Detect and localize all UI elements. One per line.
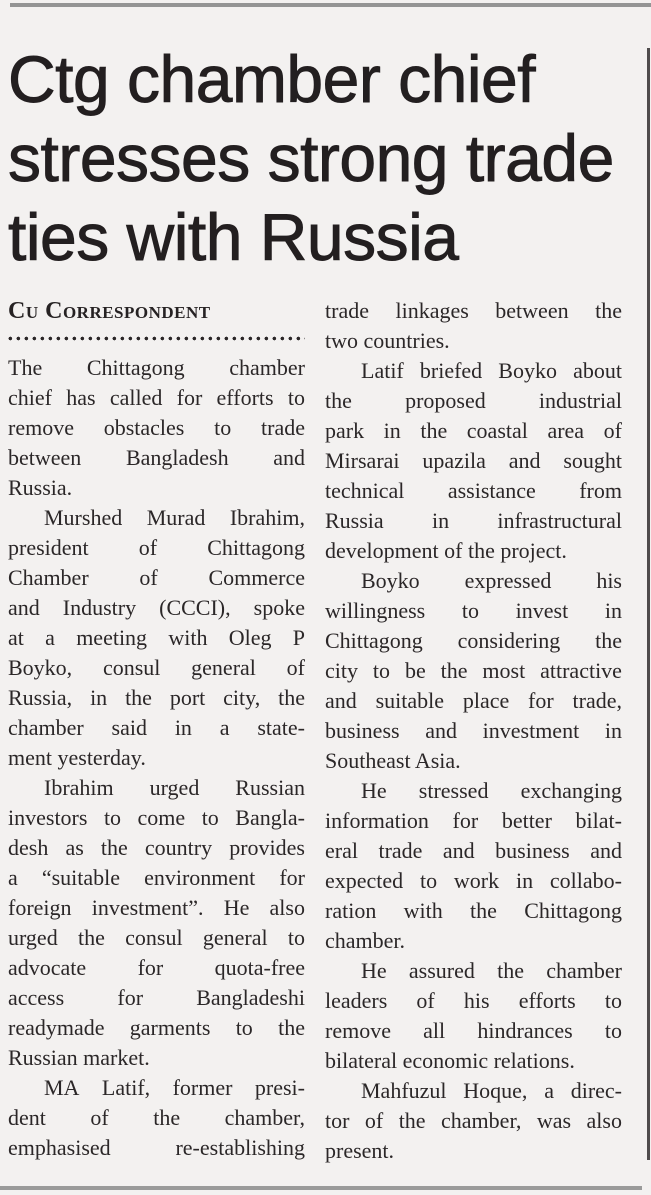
word: about bbox=[573, 358, 622, 383]
word: emphasised bbox=[8, 1135, 111, 1160]
word: desh bbox=[8, 835, 49, 860]
article-line bbox=[8, 593, 305, 623]
word: He bbox=[223, 895, 250, 920]
word: in bbox=[90, 685, 108, 710]
word: for bbox=[176, 385, 203, 410]
word: of bbox=[139, 565, 158, 590]
word: be bbox=[404, 658, 426, 683]
word: chief bbox=[8, 385, 52, 410]
article-line bbox=[325, 986, 622, 1016]
article-line bbox=[325, 566, 622, 596]
word: to bbox=[235, 1015, 253, 1040]
word: from bbox=[579, 478, 622, 503]
article-line bbox=[8, 893, 305, 923]
article-line: Southeast Asia. bbox=[325, 748, 461, 773]
article-line bbox=[325, 386, 622, 416]
article-line bbox=[8, 623, 305, 653]
word: the bbox=[470, 898, 497, 923]
article-line bbox=[325, 446, 622, 476]
word: Oleg bbox=[228, 625, 272, 650]
word: in bbox=[431, 508, 450, 533]
word: as bbox=[65, 835, 84, 860]
word: Chittagong bbox=[207, 535, 305, 560]
article-line: chamber. bbox=[325, 928, 406, 953]
word: Murad bbox=[146, 505, 206, 530]
word: president bbox=[8, 535, 89, 560]
article-line: Russian market. bbox=[8, 1045, 150, 1070]
word: presi- bbox=[254, 1075, 305, 1100]
word: the bbox=[100, 835, 128, 860]
word: with bbox=[403, 898, 443, 923]
word: also bbox=[586, 1108, 622, 1133]
word: urged bbox=[8, 925, 58, 950]
word: readymade bbox=[8, 1015, 105, 1040]
word: technical bbox=[325, 478, 405, 503]
article-line bbox=[325, 1016, 622, 1046]
article-line bbox=[325, 1076, 622, 1106]
word: to bbox=[201, 805, 219, 830]
word: Ibrahim bbox=[44, 775, 114, 800]
word: Commerce bbox=[208, 565, 305, 590]
word: considering bbox=[457, 628, 561, 653]
word: the bbox=[398, 1108, 426, 1133]
article-line bbox=[8, 503, 305, 533]
word: of bbox=[286, 655, 305, 680]
word: his bbox=[463, 988, 490, 1013]
word: and bbox=[425, 718, 457, 743]
word: dent bbox=[8, 1105, 46, 1130]
article-line bbox=[8, 1103, 305, 1133]
word: business bbox=[325, 718, 400, 743]
article-line bbox=[325, 776, 622, 806]
word: “suitable bbox=[41, 865, 121, 890]
word: garments bbox=[129, 1015, 211, 1040]
word: Latif bbox=[361, 358, 404, 383]
word: to bbox=[103, 805, 122, 830]
word: foreign bbox=[8, 895, 72, 920]
word: Chittagong bbox=[524, 898, 622, 923]
word: and bbox=[508, 448, 541, 473]
article-line bbox=[325, 626, 622, 656]
word: assistance bbox=[447, 478, 536, 503]
word: his bbox=[596, 568, 622, 593]
word: also bbox=[269, 895, 305, 920]
word: trade bbox=[261, 415, 305, 440]
word: all bbox=[423, 1018, 446, 1043]
article-line bbox=[8, 833, 305, 863]
paragraph bbox=[8, 353, 305, 503]
word: the bbox=[497, 958, 524, 983]
article-line bbox=[325, 686, 622, 716]
word: the bbox=[595, 298, 622, 323]
word: He bbox=[361, 958, 387, 983]
word: place bbox=[462, 688, 510, 713]
word: Industry bbox=[62, 595, 137, 620]
word: investors bbox=[8, 805, 88, 830]
word: and bbox=[273, 445, 305, 470]
word: consul bbox=[102, 655, 161, 680]
word: meeting bbox=[76, 625, 148, 650]
word: collabo- bbox=[549, 868, 622, 893]
word: country bbox=[144, 835, 213, 860]
article-headline bbox=[8, 40, 621, 277]
word: to bbox=[287, 385, 305, 410]
word: Russia, bbox=[8, 685, 73, 710]
word: chamber bbox=[229, 355, 305, 380]
word: tor bbox=[325, 1108, 350, 1133]
word: work bbox=[453, 868, 500, 893]
word: to bbox=[287, 925, 305, 950]
word: linkages bbox=[395, 298, 469, 323]
article-line bbox=[8, 563, 305, 593]
word: the bbox=[440, 658, 468, 683]
article-line bbox=[8, 773, 305, 803]
word: investment”. bbox=[91, 895, 204, 920]
word: said bbox=[111, 715, 147, 740]
word: come bbox=[137, 805, 186, 830]
article-line bbox=[8, 923, 305, 953]
column-left-paragraphs bbox=[8, 353, 305, 1163]
top-divider-rule bbox=[10, 3, 651, 7]
word: assured bbox=[408, 958, 475, 983]
paragraph bbox=[325, 356, 622, 566]
word: in bbox=[604, 718, 622, 743]
word: Hoque, bbox=[463, 1078, 528, 1103]
word: ration bbox=[325, 898, 377, 923]
word: the bbox=[420, 418, 448, 443]
word: upazila bbox=[422, 448, 486, 473]
word: the bbox=[125, 685, 152, 710]
word: chamber bbox=[546, 958, 622, 983]
word: the bbox=[595, 628, 622, 653]
word: environment bbox=[144, 865, 256, 890]
word: quota-free bbox=[214, 955, 305, 980]
word: direc- bbox=[570, 1078, 622, 1103]
word: a bbox=[219, 715, 230, 740]
article-line bbox=[325, 836, 622, 866]
word: expected bbox=[325, 868, 404, 893]
word: bilat- bbox=[575, 808, 622, 833]
word: to bbox=[214, 415, 232, 440]
word: trade, bbox=[572, 688, 622, 713]
article-line bbox=[8, 443, 305, 473]
word: with bbox=[168, 625, 208, 650]
word: sought bbox=[563, 448, 622, 473]
word: chamber, bbox=[441, 1108, 522, 1133]
word: between bbox=[495, 298, 569, 323]
word: The bbox=[8, 355, 43, 380]
word: remove bbox=[8, 415, 74, 440]
article-line bbox=[325, 656, 622, 686]
byline-dotted-divider bbox=[8, 336, 305, 341]
word: for bbox=[452, 808, 479, 833]
word: the bbox=[278, 685, 305, 710]
word: hindrances bbox=[477, 1018, 573, 1043]
word: Chittagong bbox=[325, 628, 423, 653]
word: and bbox=[590, 838, 622, 863]
word: Latif, bbox=[101, 1075, 151, 1100]
article-line: ment yesterday. bbox=[8, 745, 146, 770]
article-line bbox=[8, 683, 305, 713]
word: re-establishing bbox=[175, 1135, 305, 1160]
word: spoke bbox=[253, 595, 305, 620]
word: advocate bbox=[8, 955, 87, 980]
word: for bbox=[117, 985, 144, 1010]
word: of bbox=[364, 1108, 384, 1133]
word: to bbox=[461, 598, 479, 623]
word: Boyko, bbox=[8, 655, 73, 680]
word: Chittagong bbox=[86, 355, 185, 380]
word: between bbox=[8, 445, 82, 470]
article-line bbox=[8, 413, 305, 443]
word: leaders bbox=[325, 988, 388, 1013]
word: former bbox=[172, 1075, 233, 1100]
word: obstacles bbox=[103, 415, 185, 440]
word: and bbox=[325, 688, 357, 713]
word: has bbox=[66, 385, 96, 410]
headline-line-3: ties with Russia bbox=[8, 200, 459, 274]
word: invest bbox=[515, 598, 569, 623]
article-line: two countries. bbox=[325, 328, 450, 353]
article-line bbox=[325, 296, 622, 326]
word: of bbox=[90, 1105, 109, 1130]
headline-line-2: stresses strong trade bbox=[8, 121, 614, 195]
word: Mirsarai bbox=[325, 448, 400, 473]
word: efforts bbox=[216, 385, 274, 410]
article-line bbox=[8, 1073, 305, 1103]
article-line: bilateral economic relations. bbox=[325, 1048, 575, 1073]
word: city, bbox=[223, 685, 261, 710]
word: MA bbox=[44, 1075, 80, 1100]
word: chamber, bbox=[224, 1105, 305, 1130]
word: for bbox=[137, 955, 164, 980]
word: and bbox=[442, 838, 475, 863]
word: called bbox=[109, 385, 163, 410]
word: business bbox=[495, 838, 570, 863]
article-line bbox=[325, 866, 622, 896]
word: city bbox=[325, 658, 358, 683]
word: P bbox=[292, 625, 305, 650]
word: Russian bbox=[235, 775, 305, 800]
article-line bbox=[325, 956, 622, 986]
article-line bbox=[325, 1106, 622, 1136]
paragraph bbox=[325, 956, 622, 1076]
word: for bbox=[528, 688, 554, 713]
article-line bbox=[325, 806, 622, 836]
word: investment bbox=[482, 718, 580, 743]
word: trade bbox=[325, 298, 369, 323]
word: information bbox=[325, 808, 429, 833]
word: the bbox=[278, 1015, 305, 1040]
word: the bbox=[77, 925, 105, 950]
column-left bbox=[8, 296, 305, 1166]
article-line bbox=[8, 383, 305, 413]
word: in bbox=[604, 598, 622, 623]
article-line bbox=[325, 596, 622, 626]
paragraph bbox=[8, 1073, 305, 1163]
article-line bbox=[8, 1133, 305, 1163]
word: a bbox=[544, 1078, 554, 1103]
word: a bbox=[8, 865, 18, 890]
word: the bbox=[153, 1105, 181, 1130]
word: consul bbox=[125, 925, 183, 950]
byline: Cu Correspondent bbox=[8, 298, 211, 324]
word: exchanging bbox=[520, 778, 622, 803]
word: coastal bbox=[466, 418, 528, 443]
article-line bbox=[8, 953, 305, 983]
word: in bbox=[174, 715, 192, 740]
word: He bbox=[361, 778, 387, 803]
word: better bbox=[501, 808, 552, 833]
word: provides bbox=[229, 835, 305, 860]
word: chamber bbox=[8, 715, 84, 740]
word: port bbox=[169, 685, 206, 710]
word: access bbox=[8, 985, 65, 1010]
column-right bbox=[325, 296, 622, 1166]
column-right-paragraphs bbox=[325, 296, 622, 1166]
word: of bbox=[416, 988, 435, 1013]
article-line bbox=[8, 353, 305, 383]
word: Russia bbox=[325, 508, 384, 533]
word: the bbox=[325, 388, 352, 413]
word: Mahfuzul bbox=[361, 1078, 447, 1103]
paragraph bbox=[8, 773, 305, 1073]
article-body bbox=[8, 296, 622, 1166]
word: efforts bbox=[518, 988, 576, 1013]
article-line bbox=[8, 653, 305, 683]
article-line bbox=[325, 416, 622, 446]
word: and bbox=[8, 595, 40, 620]
article-line bbox=[8, 533, 305, 563]
article-line: Russia. bbox=[8, 475, 73, 500]
article-line bbox=[325, 896, 622, 926]
word: suitable bbox=[375, 688, 445, 713]
word: of bbox=[138, 535, 158, 560]
word: to bbox=[604, 1018, 622, 1043]
word: willingness bbox=[325, 598, 426, 623]
word: remove bbox=[325, 1018, 391, 1043]
word: stressed bbox=[418, 778, 489, 803]
word: area bbox=[547, 418, 585, 443]
word: general bbox=[202, 925, 268, 950]
article-line bbox=[8, 863, 305, 893]
word: Murshed bbox=[44, 505, 123, 530]
word: a bbox=[45, 625, 55, 650]
article-line: development of the project. bbox=[325, 538, 567, 563]
word: eral bbox=[325, 838, 358, 863]
word: industrial bbox=[538, 388, 622, 413]
article-line: present. bbox=[325, 1138, 395, 1163]
paragraph bbox=[8, 503, 305, 773]
word: infrastructural bbox=[497, 508, 622, 533]
word: to bbox=[604, 988, 622, 1013]
article-line bbox=[8, 803, 305, 833]
word: expressed bbox=[464, 568, 552, 593]
word: Bangladesh bbox=[125, 445, 229, 470]
word: briefed bbox=[419, 358, 483, 383]
word: in bbox=[383, 418, 401, 443]
word: urged bbox=[149, 775, 200, 800]
word: to bbox=[372, 658, 391, 683]
word: trade bbox=[378, 838, 423, 863]
article-line bbox=[325, 476, 622, 506]
paragraph bbox=[325, 566, 622, 776]
word: Bangla- bbox=[235, 805, 305, 830]
article-line bbox=[8, 1013, 305, 1043]
word: most bbox=[482, 658, 526, 683]
word: (CCCI), bbox=[159, 595, 231, 620]
article-line bbox=[325, 506, 622, 536]
word: state- bbox=[257, 715, 305, 740]
word: Boyko bbox=[361, 568, 420, 593]
paragraph bbox=[325, 776, 622, 956]
word: at bbox=[8, 625, 24, 650]
article-line bbox=[8, 713, 305, 743]
paragraph bbox=[325, 296, 622, 356]
word: to bbox=[419, 868, 438, 893]
word: proposed bbox=[405, 388, 486, 413]
headline-line-1: Ctg chamber chief bbox=[8, 42, 536, 116]
bottom-divider-rule bbox=[0, 1186, 642, 1190]
article-line bbox=[325, 356, 622, 386]
article-line bbox=[8, 983, 305, 1013]
word: general bbox=[191, 655, 256, 680]
word: Chamber bbox=[8, 565, 89, 590]
article-line bbox=[325, 716, 622, 746]
word: park bbox=[325, 418, 365, 443]
word: Ibrahim, bbox=[229, 505, 305, 530]
word: for bbox=[279, 865, 305, 890]
word: was bbox=[536, 1108, 572, 1133]
word: attractive bbox=[540, 658, 622, 683]
paragraph bbox=[325, 1076, 622, 1166]
word: Boyko bbox=[498, 358, 557, 383]
word: in bbox=[515, 868, 534, 893]
word: of bbox=[603, 418, 622, 443]
word: Bangladeshi bbox=[196, 985, 305, 1010]
column-separator-rule bbox=[647, 48, 650, 1160]
